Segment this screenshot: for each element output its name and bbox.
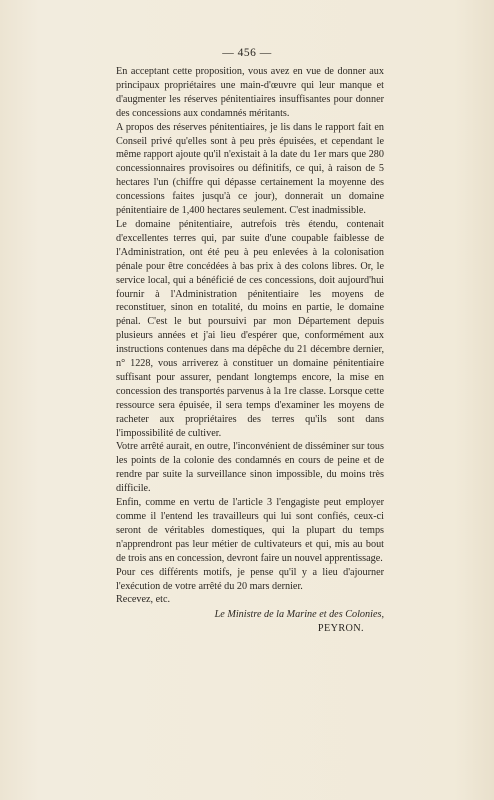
paragraph-1: En acceptant cette proposition, vous avez en vue de donner aux principaux propriétaires une main-d'œuvre qui leur manque et d'augmenter les réserves pénitentiaires insuffisantes pour donner des concessions aux condamnés méritants.: [116, 66, 384, 119]
signature-block: [116, 608, 384, 636]
paragraph-6: Pour ces différents motifs, je pense qu'il y a lieu d'ajourner l'exécution de votre arrêté du 20 mars dernier.: [116, 566, 384, 592]
page-number: — 456 —: [222, 47, 272, 59]
closing-line: Recevez, etc.: [116, 594, 171, 606]
letter-body: [116, 65, 384, 636]
paragraph-5: Enfin, comme en vertu de l'article 3 l'engagiste peut employer comme il l'entend les travailleurs qui lui sont confiés, ceux-ci seront de véritables domestiques, qui la plupart du temps n'apprendront pas leur métier de cultivateurs et qui, mis au bout de trois ans en concession, devront faire un nouvel apprentissage.: [116, 497, 384, 564]
paragraph-3: Le domaine pénitentiaire, autrefois très étendu, contenait d'excellentes terres qui, par suite d'une coupable faiblesse de l'Administration, ont été peu à peu enlevées à la colonisation pénale pour être concédées à bas prix à des colons libres. Or, le service local, qui a bénéficié de ces concessions, doit aujourd'hui fournir à l'Administration pénitentiaire les moyens de reconstituer, sinon en totalité, du moins en partie, le domaine pénal. C'est le but poursuivi par mon Département depuis plusieurs années et j'ai lieu d'espérer que, conformément aux instructions contenues dans ma dépêche du 21 décembre dernier, n° 1228, vous arriverez à constituer un domaine pénitentiaire suffisant pour assurer, pendant longtemps encore, la mise en concession des transportés parvenus à la 1re classe. Lorsque cette ressource sera épuisée, il sera temps d'examiner les moyens de racheter aux propriétaires des terres qu'ils sont dans l'impossibilité de cultiver.: [116, 218, 384, 439]
signature-name: PEYRON.: [317, 623, 364, 635]
paragraph-2: A propos des réserves pénitentiaires, je lis dans le rapport fait en Conseil privé qu'elles sont à peu près épuisées, et cependant le même rapport ajoute qu'il n'existait à la date du 1er mars que 280 concessionnaires provisoires ou définitifs, ce qui, à raison de 5 hectares l'un (chiffre qui dépasse certainement la moyenne des concessions faites jusqu'à ce jour), donnerait un domaine pénitentiaire de 1,400 hectares seulement. C'est inadmissible.: [116, 121, 384, 217]
paragraph-4: Votre arrêté aurait, en outre, l'inconvénient de disséminer sur tous les points de la colonie des condamnés en cours de peine et de rendre par suite la surveillance sinon impossible, du moins très difficile.: [116, 441, 384, 495]
signature-title: Le Ministre de la Marine et des Colonies,: [214, 609, 384, 621]
